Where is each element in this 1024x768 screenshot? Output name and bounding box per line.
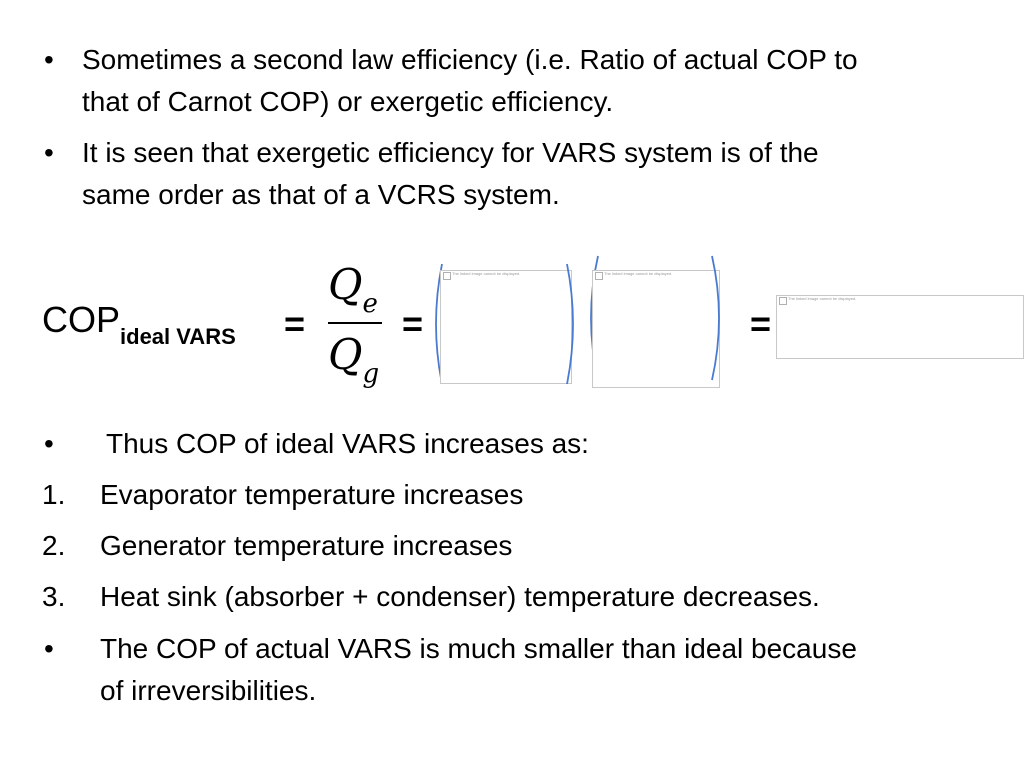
- bullet-marker: •: [44, 633, 54, 664]
- numbered-item-2: [42, 525, 1002, 567]
- numbered-item-1: [42, 474, 1002, 516]
- number-marker: 2.: [42, 530, 66, 561]
- broken-image-icon: [443, 272, 451, 280]
- bullet-marker: •: [44, 428, 54, 459]
- bullet-line: of irreversibilities.: [100, 675, 317, 706]
- broken-image-icon: [595, 272, 603, 280]
- bullet-line: The COP of actual VARS is much smaller than ideal because: [100, 633, 857, 664]
- cop-label-main: COP: [42, 299, 121, 340]
- fraction-denominator: [328, 332, 379, 393]
- broken-image-icon: [779, 297, 787, 305]
- missing-image-text: The linked image cannot be displayed.: [788, 296, 857, 301]
- bullet-item-cop-increases: [44, 423, 1004, 465]
- bullet-marker: •: [44, 44, 54, 75]
- number-marker: 3.: [42, 581, 66, 612]
- equals-sign-2: =: [402, 303, 424, 344]
- equals-sign-3: =: [750, 303, 772, 344]
- bullet-marker: •: [44, 137, 54, 168]
- numbered-line: Generator temperature increases: [100, 530, 513, 561]
- qe-over-qg-fraction: [322, 262, 390, 394]
- denominator-subscript: g: [362, 359, 380, 390]
- missing-image-placeholder-3: [776, 295, 1024, 359]
- bullet-line: It is seen that exergetic efficiency for VARS system is of the: [82, 137, 819, 168]
- numerator-subscript: e: [362, 289, 378, 320]
- equals-sign-1: =: [284, 303, 306, 344]
- cop-label: [42, 299, 236, 349]
- numbered-item-3: [42, 576, 1002, 618]
- bullet-item-actual-cop: [44, 628, 1004, 712]
- bullet-item-exergetic: [44, 132, 1004, 216]
- bullet-line: that of Carnot COP) or exergetic efficiency.: [82, 86, 614, 117]
- bullet-item-second-law: [44, 39, 1004, 123]
- right-paren-1: [565, 262, 581, 386]
- missing-image-text: The linked image cannot be displayed.: [604, 271, 673, 276]
- denominator-symbol: Q: [328, 330, 363, 379]
- fraction-numerator: [328, 262, 378, 323]
- bullet-line: Thus COP of ideal VARS increases as:: [106, 428, 589, 459]
- missing-image-text: The linked image cannot be displayed.: [452, 271, 521, 276]
- bullet-line: same order as that of a VCRS system.: [82, 179, 560, 210]
- fraction-bar: [328, 322, 382, 324]
- numbered-line: Evaporator temperature increases: [100, 479, 524, 510]
- bullet-line: Sometimes a second law efficiency (i.e. Ratio of actual COP to: [82, 44, 858, 75]
- missing-image-placeholder-2: [592, 270, 720, 388]
- missing-image-placeholder-1: [440, 270, 572, 384]
- number-marker: 1.: [42, 479, 66, 510]
- right-paren-2: [710, 254, 728, 382]
- cop-label-subscript: ideal VARS: [120, 324, 236, 349]
- numerator-symbol: Q: [328, 260, 363, 309]
- numbered-line: Heat sink (absorber + condenser) temperature decreases.: [100, 581, 820, 612]
